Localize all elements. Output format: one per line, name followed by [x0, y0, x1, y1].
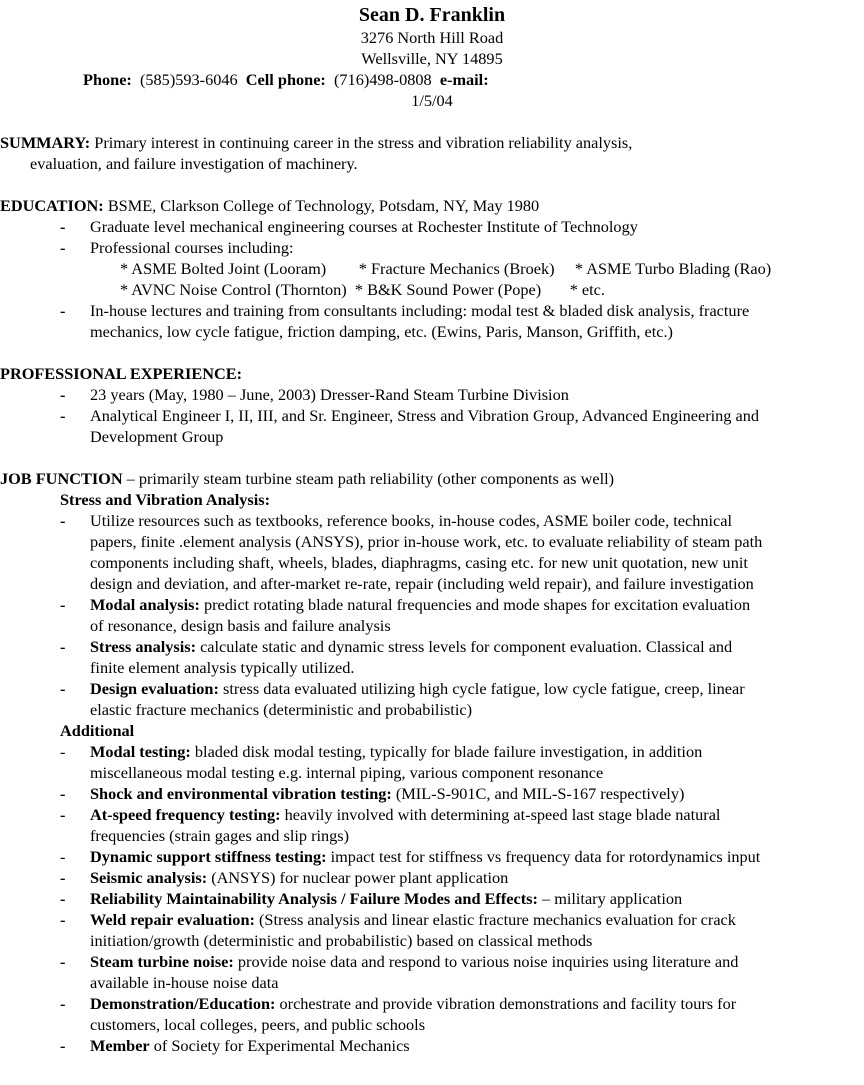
list-item	[0, 951, 864, 993]
item-text: initiation/growth (deterministic and probabilistic) based on classical methods	[90, 931, 593, 950]
item-heading: Modal testing:	[90, 742, 191, 761]
item-heading: Seismic analysis:	[90, 868, 208, 887]
item-heading: Weld repair evaluation:	[90, 910, 255, 929]
bullet-dash: -	[60, 994, 66, 1013]
phone-number: (585)593-6046	[139, 70, 238, 89]
education-section	[0, 195, 864, 342]
item-heading: At-speed frequency testing:	[90, 805, 281, 824]
item-text: available in-house noise data	[90, 973, 279, 992]
item-text: predict rotating blade natural frequencies and mode shapes for excitation evaluation	[199, 595, 751, 614]
item-text: components including shaft, wheels, blades, diaphragms, casing etc. for new unit quotation, new unit	[90, 553, 748, 572]
bullet-dash: -	[60, 301, 66, 320]
stress-vibration-list	[0, 510, 864, 720]
inhouse-line-2: mechanics, low cycle fatigue, friction damping, etc. (Ewins, Paris, Manson, Griffith, etc.)	[90, 322, 673, 341]
courses-row-2: * AVNC Noise Control (Thornton) * B&K Sound Power (Pope) * etc.	[120, 280, 605, 299]
item-heading: Modal analysis:	[90, 595, 200, 614]
item-heading: Member	[90, 1036, 150, 1055]
item-text: calculate static and dynamic stress levels for component evaluation. Classical and	[196, 637, 733, 656]
bullet-dash: -	[60, 217, 66, 236]
item-text: frequencies (strain gages and slip rings)	[90, 826, 350, 845]
list-item	[0, 216, 864, 237]
list-item	[0, 594, 864, 636]
experience-label: PROFESSIONAL EXPERIENCE:	[0, 364, 243, 383]
job-label: JOB FUNCTION	[0, 469, 123, 488]
education-item-text: Professional courses including:	[90, 238, 294, 257]
summary-line-2: evaluation, and failure investigation of machinery.	[30, 154, 358, 173]
education-list	[0, 216, 864, 258]
summary-label: SUMMARY:	[0, 133, 91, 152]
experience-text: Development Group	[90, 427, 224, 446]
address-line-1: 3276 North Hill Road	[360, 28, 504, 47]
bullet-dash: -	[60, 868, 66, 887]
list-item	[0, 993, 864, 1035]
bullet-dash: -	[60, 406, 66, 425]
item-text: orchestrate and provide vibration demonstrations and facility tours for	[275, 994, 737, 1013]
stress-vibration-subheading: Stress and Vibration Analysis:	[60, 490, 271, 509]
education-list-2	[0, 300, 864, 342]
list-item	[0, 237, 864, 258]
courses-row-1: * ASME Bolted Joint (Looram) * Fracture Mechanics (Broek) * ASME Turbo Blading (Rao)	[120, 259, 772, 278]
item-text: provide noise data and respond to various noise inquiries using literature and	[233, 952, 739, 971]
bullet-dash: -	[60, 679, 66, 698]
resume-date: 1/5/04	[411, 91, 453, 110]
bullet-dash: -	[60, 742, 66, 761]
address-line-2: Wellsville, NY 14895	[361, 49, 503, 68]
list-item	[0, 678, 864, 720]
additional-list	[0, 741, 864, 1056]
bullet-dash: -	[60, 889, 66, 908]
list-item	[0, 846, 864, 867]
bullet-dash: -	[60, 1036, 66, 1055]
job-label-rest: – primarily steam turbine steam path reliability (other components as well)	[122, 469, 615, 488]
list-item	[0, 909, 864, 951]
email-label: e-mail:	[439, 70, 489, 89]
list-item	[0, 405, 864, 447]
cell-label: Cell phone:	[245, 70, 326, 89]
education-item-text: Graduate level mechanical engineering courses at Rochester Institute of Technology	[90, 217, 638, 236]
item-text: design and deviation, and after-market re-rate, repair (including weld repair), and failure investigation	[90, 574, 754, 593]
resume-name: Sean D. Franklin	[358, 4, 506, 26]
item-heading: Stress analysis:	[90, 637, 196, 656]
item-text: – military application	[537, 889, 683, 908]
list-item	[0, 300, 864, 342]
item-text: papers, finite .element analysis (ANSYS), prior in-house work, etc. to evaluate reliability of steam path	[90, 532, 763, 551]
item-text: customers, local colleges, peers, and public schools	[90, 1015, 426, 1034]
inhouse-line-1: In-house lectures and training from consultants including: modal test & bladed disk analysis, fracture	[90, 301, 750, 320]
item-text: miscellaneous modal testing e.g. internal piping, various component resonance	[90, 763, 604, 782]
item-text: (MIL-S-901C, and MIL-S-167 respectively)	[391, 784, 685, 803]
experience-list	[0, 384, 864, 447]
experience-text: Analytical Engineer I, II, III, and Sr. Engineer, Stress and Vibration Group, Advanced Engineering and	[90, 406, 760, 425]
bullet-dash: -	[60, 805, 66, 824]
bullet-dash: -	[60, 637, 66, 656]
list-item	[0, 888, 864, 909]
list-item	[0, 636, 864, 678]
item-text: impact test for stiffness vs frequency data for rotordynamics input	[326, 847, 761, 866]
item-heading: Demonstration/Education:	[90, 994, 276, 1013]
phone-label: Phone:	[83, 70, 132, 89]
item-text: Utilize resources such as textbooks, reference books, in-house codes, ASME boiler code, technical	[90, 511, 733, 530]
education-heading	[0, 195, 864, 216]
item-heading: Steam turbine noise:	[90, 952, 234, 971]
additional-subheading: Additional	[60, 721, 135, 740]
item-text: of Society for Experimental Mechanics	[149, 1036, 410, 1055]
item-text: (Stress analysis and linear elastic fracture mechanics evaluation for crack	[254, 910, 736, 929]
bullet-dash: -	[60, 952, 66, 971]
item-text: heavily involved with determining at-speed last stage blade natural	[280, 805, 721, 824]
item-text: (ANSYS) for nuclear power plant application	[207, 868, 509, 887]
item-text: stress data evaluated utilizing high cycle fatigue, low cycle fatigue, creep, linear	[218, 679, 745, 698]
bullet-dash: -	[60, 595, 66, 614]
item-text: elastic fracture mechanics (deterministic and probabilistic)	[90, 700, 472, 719]
item-heading: Reliability Maintainability Analysis / Failure Modes and Effects:	[90, 889, 538, 908]
bullet-dash: -	[60, 910, 66, 929]
bullet-dash: -	[60, 847, 66, 866]
summary-line-1	[0, 132, 864, 153]
item-text: finite element analysis typically utilized.	[90, 658, 355, 677]
summary-section	[0, 132, 864, 174]
list-item	[0, 510, 864, 594]
item-heading: Design evaluation:	[90, 679, 219, 698]
list-item	[0, 783, 864, 804]
list-item	[0, 1035, 864, 1056]
summary-text-1: Primary interest in continuing career in the stress and vibration reliability analysis,	[94, 133, 633, 152]
bullet-dash: -	[60, 385, 66, 404]
experience-section	[0, 363, 864, 447]
list-item	[0, 741, 864, 783]
contact-line	[0, 69, 864, 90]
item-heading: Shock and environmental vibration testing:	[90, 784, 392, 803]
item-text: of resonance, design basis and failure analysis	[90, 616, 391, 635]
education-degree: BSME, Clarkson College of Technology, Potsdam, NY, May 1980	[107, 196, 540, 215]
cell-number: (716)498-0808	[334, 70, 432, 89]
job-heading	[0, 468, 864, 489]
item-text: bladed disk modal testing, typically for blade failure investigation, in addition	[190, 742, 703, 761]
job-section	[0, 468, 864, 1056]
item-heading: Dynamic support stiffness testing:	[90, 847, 327, 866]
list-item	[0, 384, 864, 405]
bullet-dash: -	[60, 511, 66, 530]
experience-text: 23 years (May, 1980 – June, 2003) Dresser-Rand Steam Turbine Division	[90, 385, 569, 404]
bullet-dash: -	[60, 238, 66, 257]
list-item	[0, 867, 864, 888]
list-item	[0, 804, 864, 846]
bullet-dash: -	[60, 784, 66, 803]
education-label: EDUCATION:	[0, 196, 104, 215]
